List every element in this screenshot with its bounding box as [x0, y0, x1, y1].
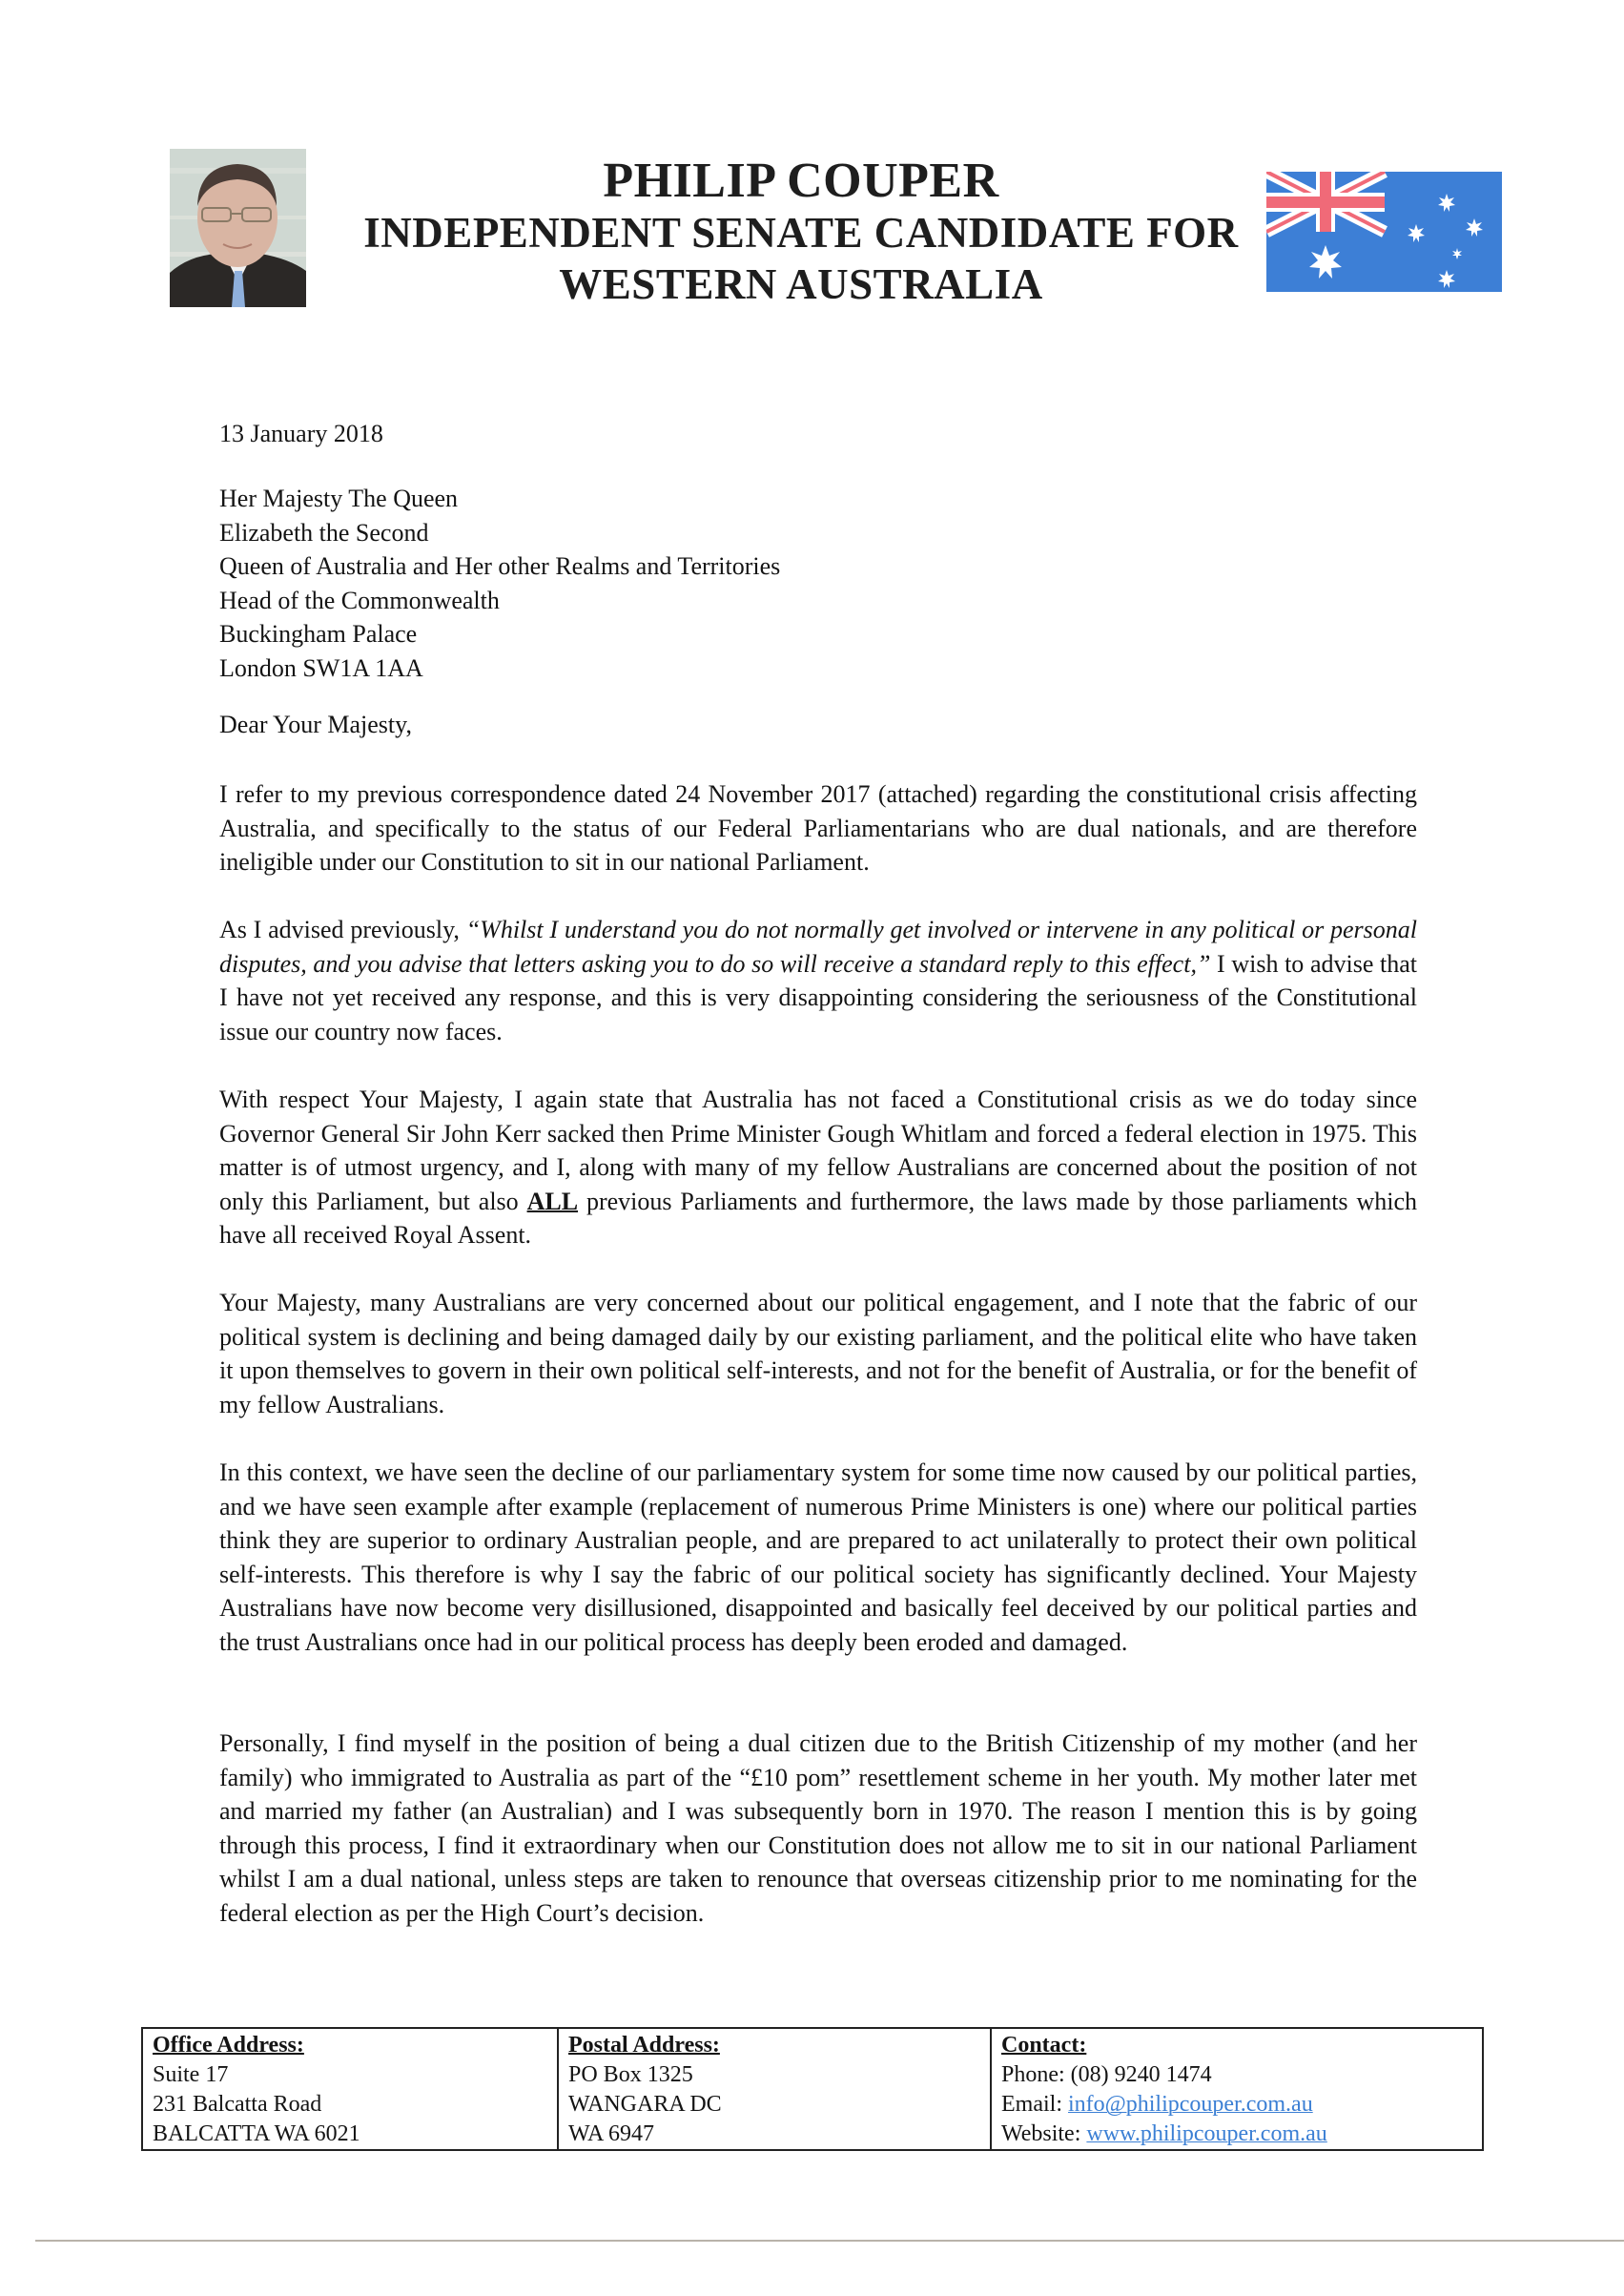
postal-address-line: WA 6947 [568, 2121, 654, 2146]
postal-address-heading: Postal Address: [568, 2033, 720, 2058]
website-link[interactable]: www.philipcouper.com.au [1086, 2121, 1327, 2146]
body-paragraph-4: Your Majesty, many Australians are very concerned about our political engagement, and I note that the fabric of our political system is declining and being damaged daily by our existing parliament, and the political elite who have taken it upon themselves to govern in their own political self-interests, and not for the benefit of Australia, or for the benefit of my fellow Australians. [219, 1289, 1417, 1418]
portrait-image [170, 149, 306, 307]
candidate-name: PHILIP COUPER [603, 154, 999, 208]
office-address-line: 231 Balcatta Road [153, 2092, 322, 2117]
paragraph-text: previous Parliaments and furthermore, the laws made by those parliaments which have all received Royal Assent. [219, 1187, 1417, 1250]
body-paragraph-3 [219, 1083, 1417, 1252]
office-address-column [143, 2029, 557, 2149]
office-address-line: Suite 17 [153, 2062, 229, 2087]
phone-row [1001, 2060, 1482, 2090]
recipient-line: Her Majesty The Queen [219, 485, 459, 512]
website-label: Website: [1001, 2121, 1081, 2146]
paragraph-text: As I advised previously, [219, 916, 466, 943]
candidate-title-line-2: WESTERN AUSTRALIA [559, 260, 1043, 308]
quoted-text: “Whilst I understand you do not normally get involved or intervene in any political or personal disputes, and you advise that letters asking you to do so will receive a standard reply to this effect,” [219, 916, 1417, 978]
postal-address-line: WANGARA DC [568, 2092, 722, 2117]
salutation: Dear Your Majesty, [219, 711, 412, 738]
phone-label: Phone: [1001, 2062, 1065, 2087]
union-jack [1266, 172, 1385, 232]
recipient-line: Head of the Commonwealth [219, 586, 500, 614]
contact-details-table [141, 2027, 1484, 2151]
contact-column [990, 2029, 1482, 2149]
phone-number: (08) 9240 1474 [1070, 2062, 1212, 2087]
email-label: Email: [1001, 2092, 1062, 2117]
body-paragraph-1: I refer to my previous correspondence dated 24 November 2017 (attached) regarding the constitutional crisis affecting Australia, and specifically to the status of our Federal Parliamentarians who are dual nationals, and are therefore ineligible under our Constitution to sit in our national Parliament. [219, 780, 1417, 877]
recipient-address [219, 482, 1417, 686]
letter-date: 13 January 2018 [219, 420, 383, 447]
email-link[interactable]: info@philipcouper.com.au [1067, 2092, 1313, 2117]
recipient-line: Elizabeth the Second [219, 518, 429, 547]
recipient-line: Buckingham Palace [219, 620, 418, 649]
emphasized-word: ALL [526, 1187, 579, 1215]
office-address-line: BALCATTA WA 6021 [153, 2121, 360, 2146]
paragraph-text: I wish to advise that I have not yet received any response, and this is very disappointing considering the seriousness of the Constitutional issue our country now faces. [219, 949, 1417, 1045]
postal-address-column [557, 2029, 990, 2149]
website-row [1001, 2120, 1482, 2149]
body-paragraph-5: In this context, we have seen the decline of our parliamentary system for some time now caused by our political parties, and we have seen example after example (replacement of numerous Prime Ministers is one) where our political parties think they are superior to ordinary Australian people, and are prepared to act unilaterally to protect their own political self-interests. This therefore is why I say the fabric of our political society has significantly declined. Your Majesty Australians have now become very disillusioned, disappointed and basically feel deceived by our political parties and the trust Australians once had in our political process has deeply been eroded and damaged. [219, 1458, 1417, 1656]
contact-heading: Contact: [1001, 2033, 1087, 2058]
candidate-photo [170, 149, 306, 307]
postal-address-line: PO Box 1325 [568, 2062, 693, 2087]
paragraph-text: With respect Your Majesty, I again state that Australia has not faced a Constitutional crisis as we do today since Governor General Sir John Kerr sacked then Prime Minister Gough Whitlam and forced a federal election in 1975. This matter is of utmost urgency, and I, along with many of my fellow Australians are concerned about the position of not only this Parliament, but also [219, 1086, 1417, 1215]
body-paragraph-6: Personally, I find myself in the position of being a dual citizen due to the British Citizenship of my mother (and her family) who immigrated to Australia as part of the “£10 pom” resettlement scheme in her youth. My mother later met and married my father (an Australian) and I was subsequently born in 1970. The reason I mention this is by going through this process, I find it extraordinary when our Constitution does not allow me to sit in our national Parliament whilst I am a dual national, unless steps are taken to renounce that overseas citizenship prior to me nominating for the federal election as per the High Court’s decision. [219, 1729, 1417, 1927]
recipient-line: Queen of Australia and Her other Realms and Territories [219, 552, 781, 581]
recipient-line: London SW1A 1AA [219, 653, 423, 682]
office-address-heading: Office Address: [153, 2033, 304, 2058]
australian-flag-icon [1266, 172, 1502, 292]
page-bottom-divider [35, 2240, 1624, 2242]
email-row [1001, 2090, 1482, 2120]
candidate-title-line-1: INDEPENDENT SENATE CANDIDATE FOR [363, 209, 1239, 257]
body-paragraph-2 [219, 913, 1417, 1048]
